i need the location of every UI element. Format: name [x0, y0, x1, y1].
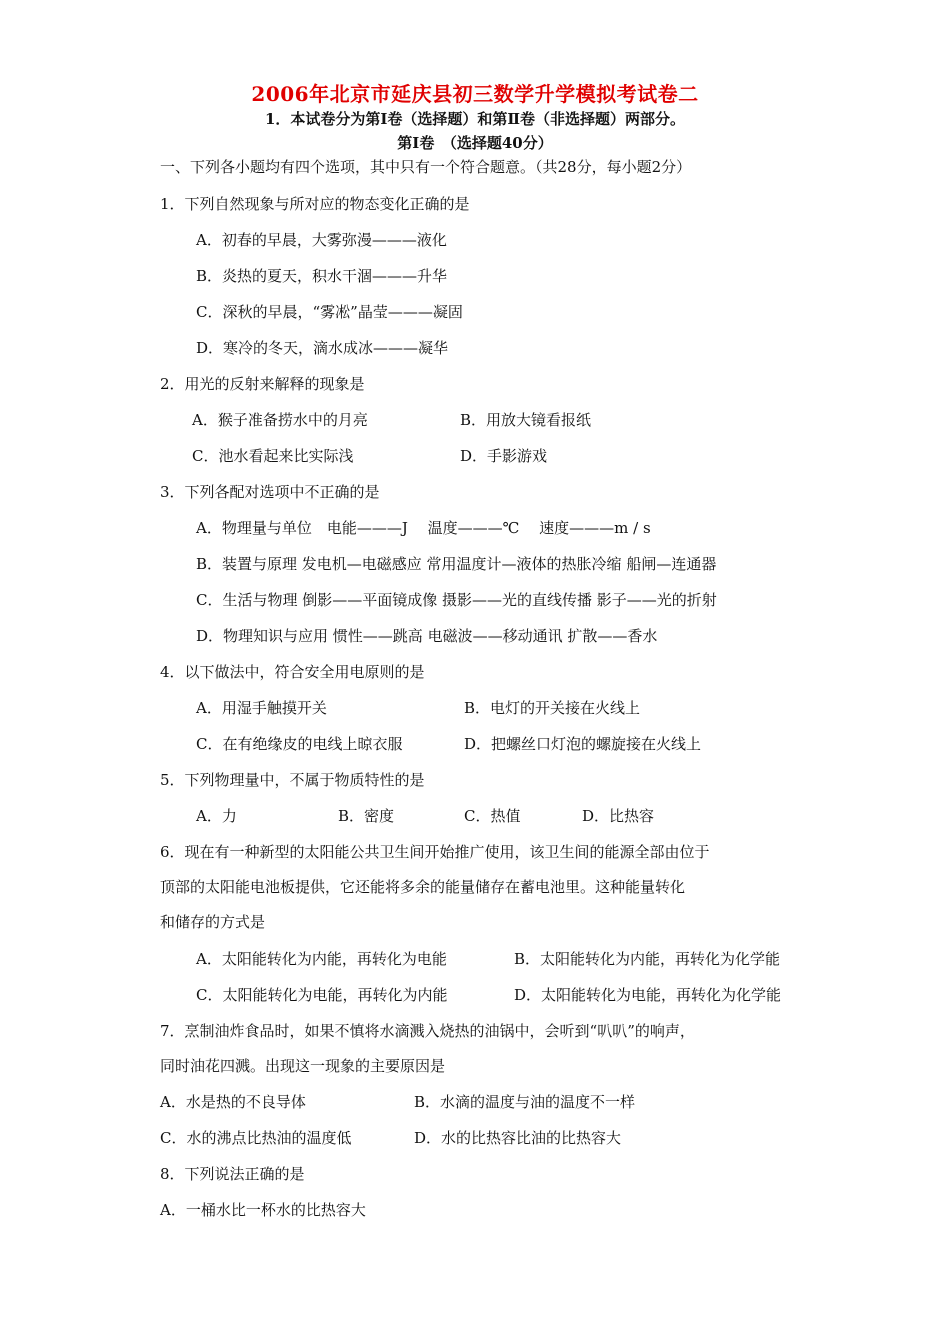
question-6-stem-line-2: 顶部的太阳能电池板提供，它还能将多余的能量储存在蓄电池里。这种能量转化	[160, 878, 686, 896]
question-3-option-b: B．装置与原理 发电机—电磁感应 常用温度计—液体的热胀冷缩 船闸—连通器	[196, 555, 717, 573]
question-4-option-b: B．电灯的开关接在火线上	[464, 699, 641, 717]
question-1-option-d: D．寒冷的冬天，滴水成冰———凝华	[196, 339, 449, 357]
question-7-option-b: B．水滴的温度与油的温度不一样	[414, 1093, 636, 1111]
question-4-option-c: C．在有绝缘皮的电线上晾衣服	[196, 735, 403, 753]
question-6-option-c: C．太阳能转化为电能，再转化为内能	[196, 986, 448, 1004]
question-2-stem: 2．用光的反射来解释的现象是	[160, 375, 365, 393]
exam-note: 1．本试卷分为第Ⅰ卷（选择题）和第Ⅱ卷（非选择题）两部分。	[264, 110, 686, 128]
question-1-option-a: A．初春的早晨，大雾弥漫———液化	[196, 231, 447, 249]
question-7-option-d: D．水的比热容比油的比热容大	[414, 1129, 622, 1147]
question-7-stem-line-2: 同时油花四溅。出现这一现象的主要原因是	[160, 1057, 446, 1075]
question-3-option-c: C．生活与物理 倒影——平面镜成像 摄影——光的直线传播 影子——光的折射	[196, 591, 717, 609]
question-8-stem: 8．下列说法正确的是	[160, 1165, 305, 1183]
exam-title: 2006年北京市延庆县初三数学升学模拟考试卷二	[251, 82, 699, 106]
question-6-option-b: B．太阳能转化为内能，再转化为化学能	[514, 950, 781, 968]
question-8-option-a: A．一桶水比一杯水的比热容大	[160, 1201, 366, 1219]
question-6-option-a: A．太阳能转化为内能，再转化为电能	[196, 950, 447, 968]
section-title: 第Ⅰ卷 （选择题40分）	[397, 134, 553, 152]
question-3-option-a: A．物理量与单位 电能———J 温度———℃ 速度———m / s	[196, 519, 651, 537]
section-instruction: 一、下列各小题均有四个选项，其中只有一个符合题意。（共28分，每小题2分）	[160, 158, 692, 176]
question-6-stem-line-1: 6．现在有一种新型的太阳能公共卫生间开始推广使用，该卫生间的能源全部由位于	[160, 843, 710, 861]
question-5-stem: 5．下列物理量中，不属于物质特性的是	[160, 771, 425, 789]
question-6-option-d: D．太阳能转化为电能，再转化为化学能	[514, 986, 782, 1004]
question-1-option-b: B．炎热的夏天，积水干涸———升华	[196, 267, 448, 285]
question-5-option-b: B．密度	[338, 807, 395, 825]
question-3-option-d: D．物理知识与应用 惯性——跳高 电磁波——移动通讯 扩散——香水	[196, 627, 658, 645]
question-5-option-a: A．力	[196, 807, 237, 825]
question-6-stem-line-3: 和储存的方式是	[160, 913, 266, 931]
question-2-option-b: B．用放大镜看报纸	[460, 411, 592, 429]
question-4-stem: 4．以下做法中，符合安全用电原则的是	[160, 663, 425, 681]
question-5-option-d: D．比热容	[582, 807, 655, 825]
question-3-stem: 3．下列各配对选项中不正确的是	[160, 483, 380, 501]
question-4-option-d: D．把螺丝口灯泡的螺旋接在火线上	[464, 735, 702, 753]
question-1-option-c: C．深秋的早晨，“雾凇”晶莹———凝固	[196, 303, 463, 321]
question-7-stem-line-1: 7．烹制油炸食品时，如果不慎将水滴溅入烧热的油锅中，会听到“叭叭”的响声，	[160, 1022, 695, 1040]
question-2-option-c: C．池水看起来比实际浅	[192, 447, 354, 465]
question-4-option-a: A．用湿手触摸开关	[196, 699, 327, 717]
question-2-option-a: A．猴子准备捞水中的月亮	[192, 411, 368, 429]
question-2-option-d: D．手影游戏	[460, 447, 548, 465]
question-1-stem: 1．下列自然现象与所对应的物态变化正确的是	[160, 195, 470, 213]
question-7-option-a: A．水是热的不良导体	[160, 1093, 306, 1111]
question-7-option-c: C．水的沸点比热油的温度低	[160, 1129, 352, 1147]
question-5-option-c: C．热值	[464, 807, 521, 825]
